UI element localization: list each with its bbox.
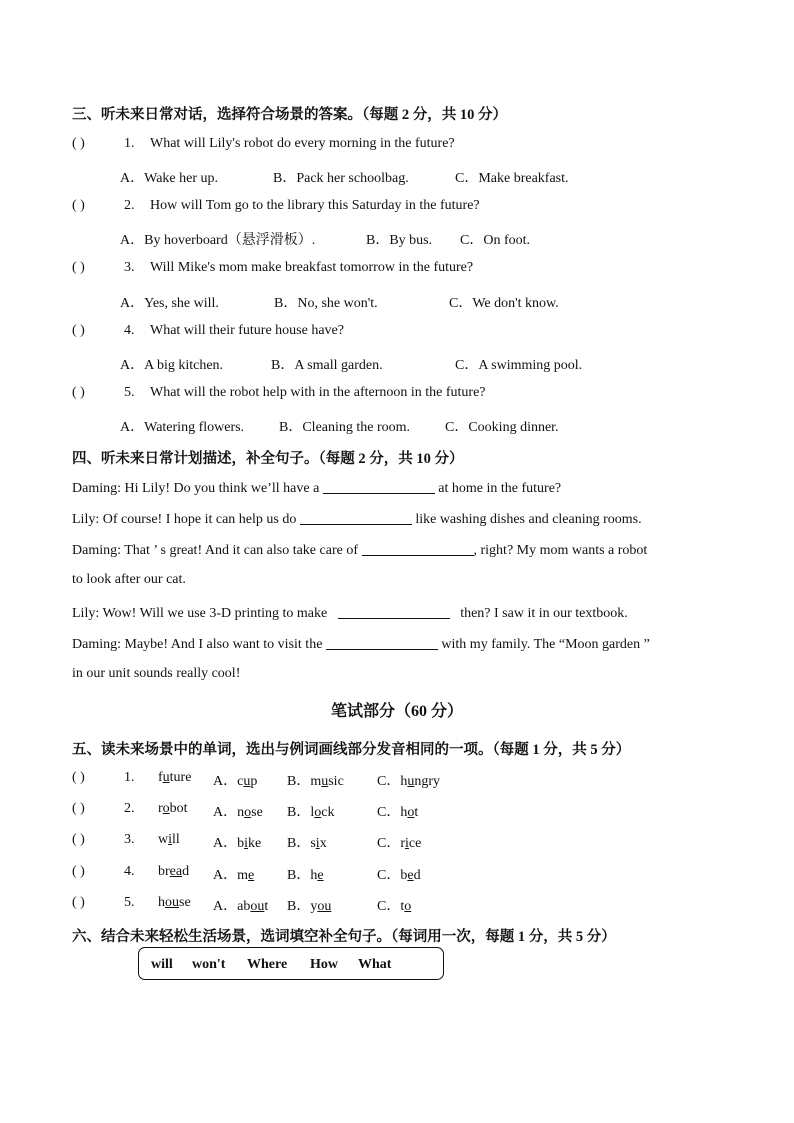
example-word: house [158,895,191,910]
underlined-sound: o [244,805,252,820]
option-b[interactable]: B．No, she won't. [274,296,378,311]
question-number: 3. [124,260,135,275]
option-c[interactable]: C．to [377,899,412,914]
option-word: you [310,899,332,914]
question-number: 4. [124,864,135,879]
question-number: 1. [124,770,135,785]
word-bank-item[interactable]: Where [247,957,288,972]
word-bank-item[interactable]: What [358,957,392,972]
option-word: rice [400,836,422,851]
fill-blank-2[interactable] [300,510,412,525]
dialogue-line-3 [72,541,647,559]
dialogue-text: like washing dishes and cleaning rooms. [415,512,642,527]
option-a[interactable]: A．bike [213,836,262,851]
option-c[interactable]: C．A swimming pool. [455,358,583,373]
option-a[interactable]: A．By hoverboard（悬浮滑板）. [120,233,316,248]
answer-paren[interactable]: ( ) [72,770,85,785]
underlined-sound: u [243,774,251,789]
word-bank-item[interactable]: won't [192,957,226,972]
question-text: Will Mike's mom make breakfast tomorrow in the future? [150,260,474,275]
answer-paren[interactable]: ( ) [72,323,85,338]
option-a[interactable]: A．me [213,868,255,883]
option-b[interactable]: B．Cleaning the room. [279,420,411,435]
dialogue-line-1 [72,479,561,497]
option-b[interactable]: B．music [287,774,344,789]
dialogue-text: Daming: Maybe! And I also want to visit the [72,637,323,652]
dialogue-text: Daming: Hi Lily! Do you think we’ll have a [72,481,320,496]
underlined-sound: ou [317,899,332,914]
answer-paren[interactable]: ( ) [72,832,85,847]
answer-paren[interactable]: ( ) [72,895,85,910]
answer-paren[interactable]: ( ) [72,801,85,816]
question-number: 4. [124,323,135,338]
underlined-sound: u [162,770,170,785]
option-b[interactable]: B．he [287,868,324,883]
question-number: 2. [124,801,135,816]
question-3-1 [72,136,455,152]
option-word: lock [310,805,335,820]
option-b[interactable]: B．six [287,836,327,851]
answer-paren[interactable]: ( ) [72,198,85,213]
underlined-sound: u [407,774,415,789]
option-word: hungry [400,774,441,789]
question-text: How will Tom go to the library this Saturday in the future? [150,198,480,213]
answer-paren[interactable]: ( ) [72,260,85,275]
dialogue-text: Lily: Wow! Will we use 3-D printing to make [72,606,328,621]
word-bank-box [138,947,444,980]
answer-paren[interactable]: ( ) [72,864,85,879]
question-3-4 [72,323,344,339]
question-number: 5. [124,385,135,400]
phonics-question [72,832,135,848]
dialogue-text: at home in the future? [438,481,562,496]
underlined-sound: i [315,836,320,851]
option-b[interactable]: B．you [287,899,332,914]
underlined-sound: u [321,774,329,789]
underlined-sound: ou [250,899,265,914]
question-text: What will the robot help with in the afternoon in the future? [150,385,486,400]
dialogue-text: then? I saw it in our textbook. [460,606,628,621]
dialogue-text: , right? My mom wants a robot [473,543,648,558]
dialogue-text: with my family. The “Moon garden ” [441,637,650,652]
option-a[interactable]: A．nose [213,805,263,820]
question-3-2 [72,198,480,214]
phonics-question [72,864,135,880]
option-word: bed [400,868,421,883]
underlined-sound: ea [169,864,183,879]
phonics-question [72,770,135,786]
answer-paren[interactable]: ( ) [72,385,85,400]
fill-blank-1[interactable] [323,479,435,494]
option-c[interactable]: C．hungry [377,774,441,789]
option-word: bike [237,836,262,851]
option-b[interactable]: B．By bus. [366,233,433,248]
option-a[interactable]: A．about [213,899,269,914]
question-3-3 [72,260,473,276]
dialogue-line-4: to look after our cat. [72,572,186,587]
option-word: cup [237,774,258,789]
option-word: about [237,899,269,914]
option-word: to [400,899,412,914]
option-a[interactable]: A．cup [213,774,258,789]
word-bank-item[interactable]: How [310,957,338,972]
option-a[interactable]: A．Watering flowers. [120,420,245,435]
option-word: nose [237,805,263,820]
section-3-title: 三、听未来日常对话，选择符合场景的答案。（每题 2 分，共 10 分） [72,107,507,123]
underlined-sound: o [314,805,322,820]
option-a[interactable]: A．Wake her up. [120,171,219,186]
underlined-sound: ou [165,895,179,910]
example-word: robot [158,801,188,816]
underlined-sound: i [244,836,249,851]
example-word: bread [158,864,190,879]
option-c[interactable]: C．bed [377,868,421,883]
option-b[interactable]: B．lock [287,805,335,820]
option-b[interactable]: B．A small garden. [271,358,383,373]
question-text: What will Lily's robot do every morning in the future? [150,136,455,151]
dialogue-line-2 [72,510,642,528]
option-word: hot [400,805,419,820]
dialogue-text: Daming: That ’ s great! And it can also take care of [72,543,358,558]
written-part-title: 笔试部分（60 分） [330,703,463,720]
dialogue-text: Lily: Of course! I hope it can help us do [72,512,297,527]
question-3-5 [72,385,486,401]
question-number: 1. [124,136,135,151]
option-c[interactable]: C．Make breakfast. [455,171,569,186]
option-c[interactable]: C．We don't know. [449,296,559,311]
word-bank-item[interactable]: will [151,957,173,972]
option-word: six [310,836,327,851]
section-5-title: 五、读未来场景中的单词，选出与例词画线部分发音相同的一项。（每题 1 分，共 5 分） [72,742,631,758]
option-word: music [310,774,344,789]
underlined-sound: o [162,801,170,816]
dialogue-line-6 [72,635,650,653]
question-number: 5. [124,895,135,910]
underlined-sound: e [317,868,324,883]
underlined-sound: i [168,832,173,847]
option-a[interactable]: A．Yes, she will. [120,296,219,311]
fill-blank-3[interactable] [362,541,474,556]
option-c[interactable]: C．rice [377,836,422,851]
underlined-sound: e [248,868,255,883]
underlined-sound: o [407,805,415,820]
question-number: 3. [124,832,135,847]
underlined-sound: i [405,836,409,851]
underlined-sound: e [407,868,414,883]
phonics-question [72,801,135,817]
option-word: he [310,868,324,883]
option-c[interactable]: C．hot [377,805,419,820]
answer-paren[interactable]: ( ) [72,136,85,151]
option-c[interactable]: C．Cooking dinner. [445,420,559,435]
option-word: me [237,868,255,883]
section-4-title: 四、听未来日常计划描述，补全句子。（每题 2 分，共 10 分） [72,451,464,467]
underlined-sound: o [404,899,412,914]
example-word: will [158,832,180,847]
option-a[interactable]: A．A big kitchen. [120,358,224,373]
example-word: future [158,770,192,785]
option-c[interactable]: C．On foot. [460,233,530,248]
question-number: 2. [124,198,135,213]
fill-blank-4[interactable] [338,604,450,619]
dialogue-line-7: in our unit sounds really cool! [72,666,241,681]
option-b[interactable]: B．Pack her schoolbag. [273,171,409,186]
dialogue-line-5 [72,604,628,622]
fill-blank-5[interactable] [326,635,438,650]
phonics-question [72,895,135,911]
question-text: What will their future house have? [150,323,344,338]
section-6-title: 六、结合未来轻松生活场景，选词填空补全句子。（每词用一次，每题 1 分，共 5 分） [72,929,616,945]
